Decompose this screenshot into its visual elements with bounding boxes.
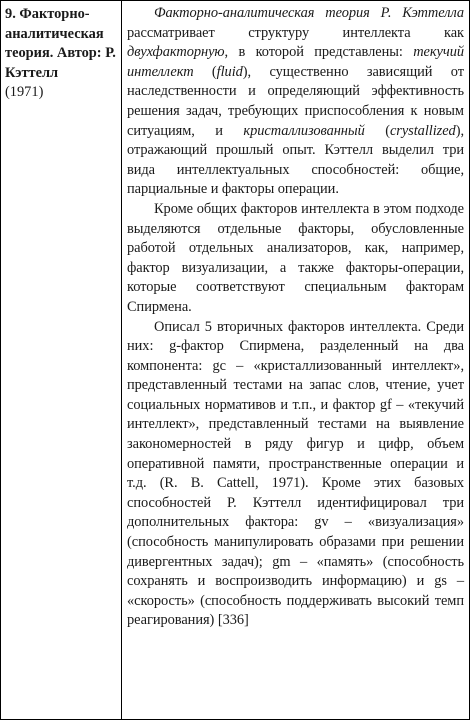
paragraph-secondary-factors: [127, 318, 464, 632]
text-run: рассматривает структуру интеллекта как: [127, 24, 464, 41]
italic-term: crystallized: [389, 122, 456, 139]
text-run: Кроме общих факторов интеллекта в этом подходе выделяются отдельные факторы, обусловленные работой отдельных анализаторов, как, например, фактор визуализации, а также факторы-операции, которые соответствуют специальным факторам Спирмена.: [127, 200, 464, 315]
italic-term: текучий интеллект: [127, 44, 464, 80]
paragraph-factors: [127, 200, 464, 318]
italic-term: двухфакторную: [127, 44, 225, 61]
italic-term: fluid: [216, 63, 243, 80]
italic-term: Факторно-аналитическая теория Р. Кэттелла: [154, 5, 464, 21]
text-run: (: [364, 122, 390, 139]
italic-term: кристаллизованный: [243, 122, 365, 139]
text-run: Описал 5 вторичных факторов интеллекта. Среди них: g-фактор Спирмена, разделенный на два компонента: gc – «кристаллизованный интеллект», представленный тестами на запас слов, чтение, учет социальных нормативов и т.п., и фактор gf – «текучий интеллект», представленный тестами на выявление закономерностей в ряду фигур и цифр, объем оперативной памяти, пространственные операции и т.д. (R. B. Cattell, 1971). Кроме этих базовых способностей Р. Кэттелл идентифицировал три дополнительных фактора: gv – «визуализация» (способность манипулировать образами при решении дивергентных задач); gm – «память» (способность сохранять и воспроизводить информацию) и gs – «скорость» (способность поддерживать высокий темп реагирования) [336]: [127, 318, 464, 629]
paragraph-intro: [127, 4, 464, 200]
theory-year: (1971): [5, 84, 44, 101]
theory-label-cell: [1, 1, 122, 719]
text-run: (: [193, 63, 217, 80]
text-run: ), отражающий прошлый опыт. Кэттелл выделил три вида интеллектуальных способностей: общие, парциальные и факторы операции.: [127, 122, 464, 198]
text-run: , в которой представлены:: [224, 44, 414, 61]
text-run: ), существенно зависящий от наследственности и определяющий эффективность решения задач, требующих приспособления к новым ситуациям, и: [127, 63, 464, 139]
theory-title: 9. Факторно-аналитическая теория. Автор: Р. Кэттелл: [5, 6, 116, 81]
theory-description-cell: [122, 1, 469, 719]
